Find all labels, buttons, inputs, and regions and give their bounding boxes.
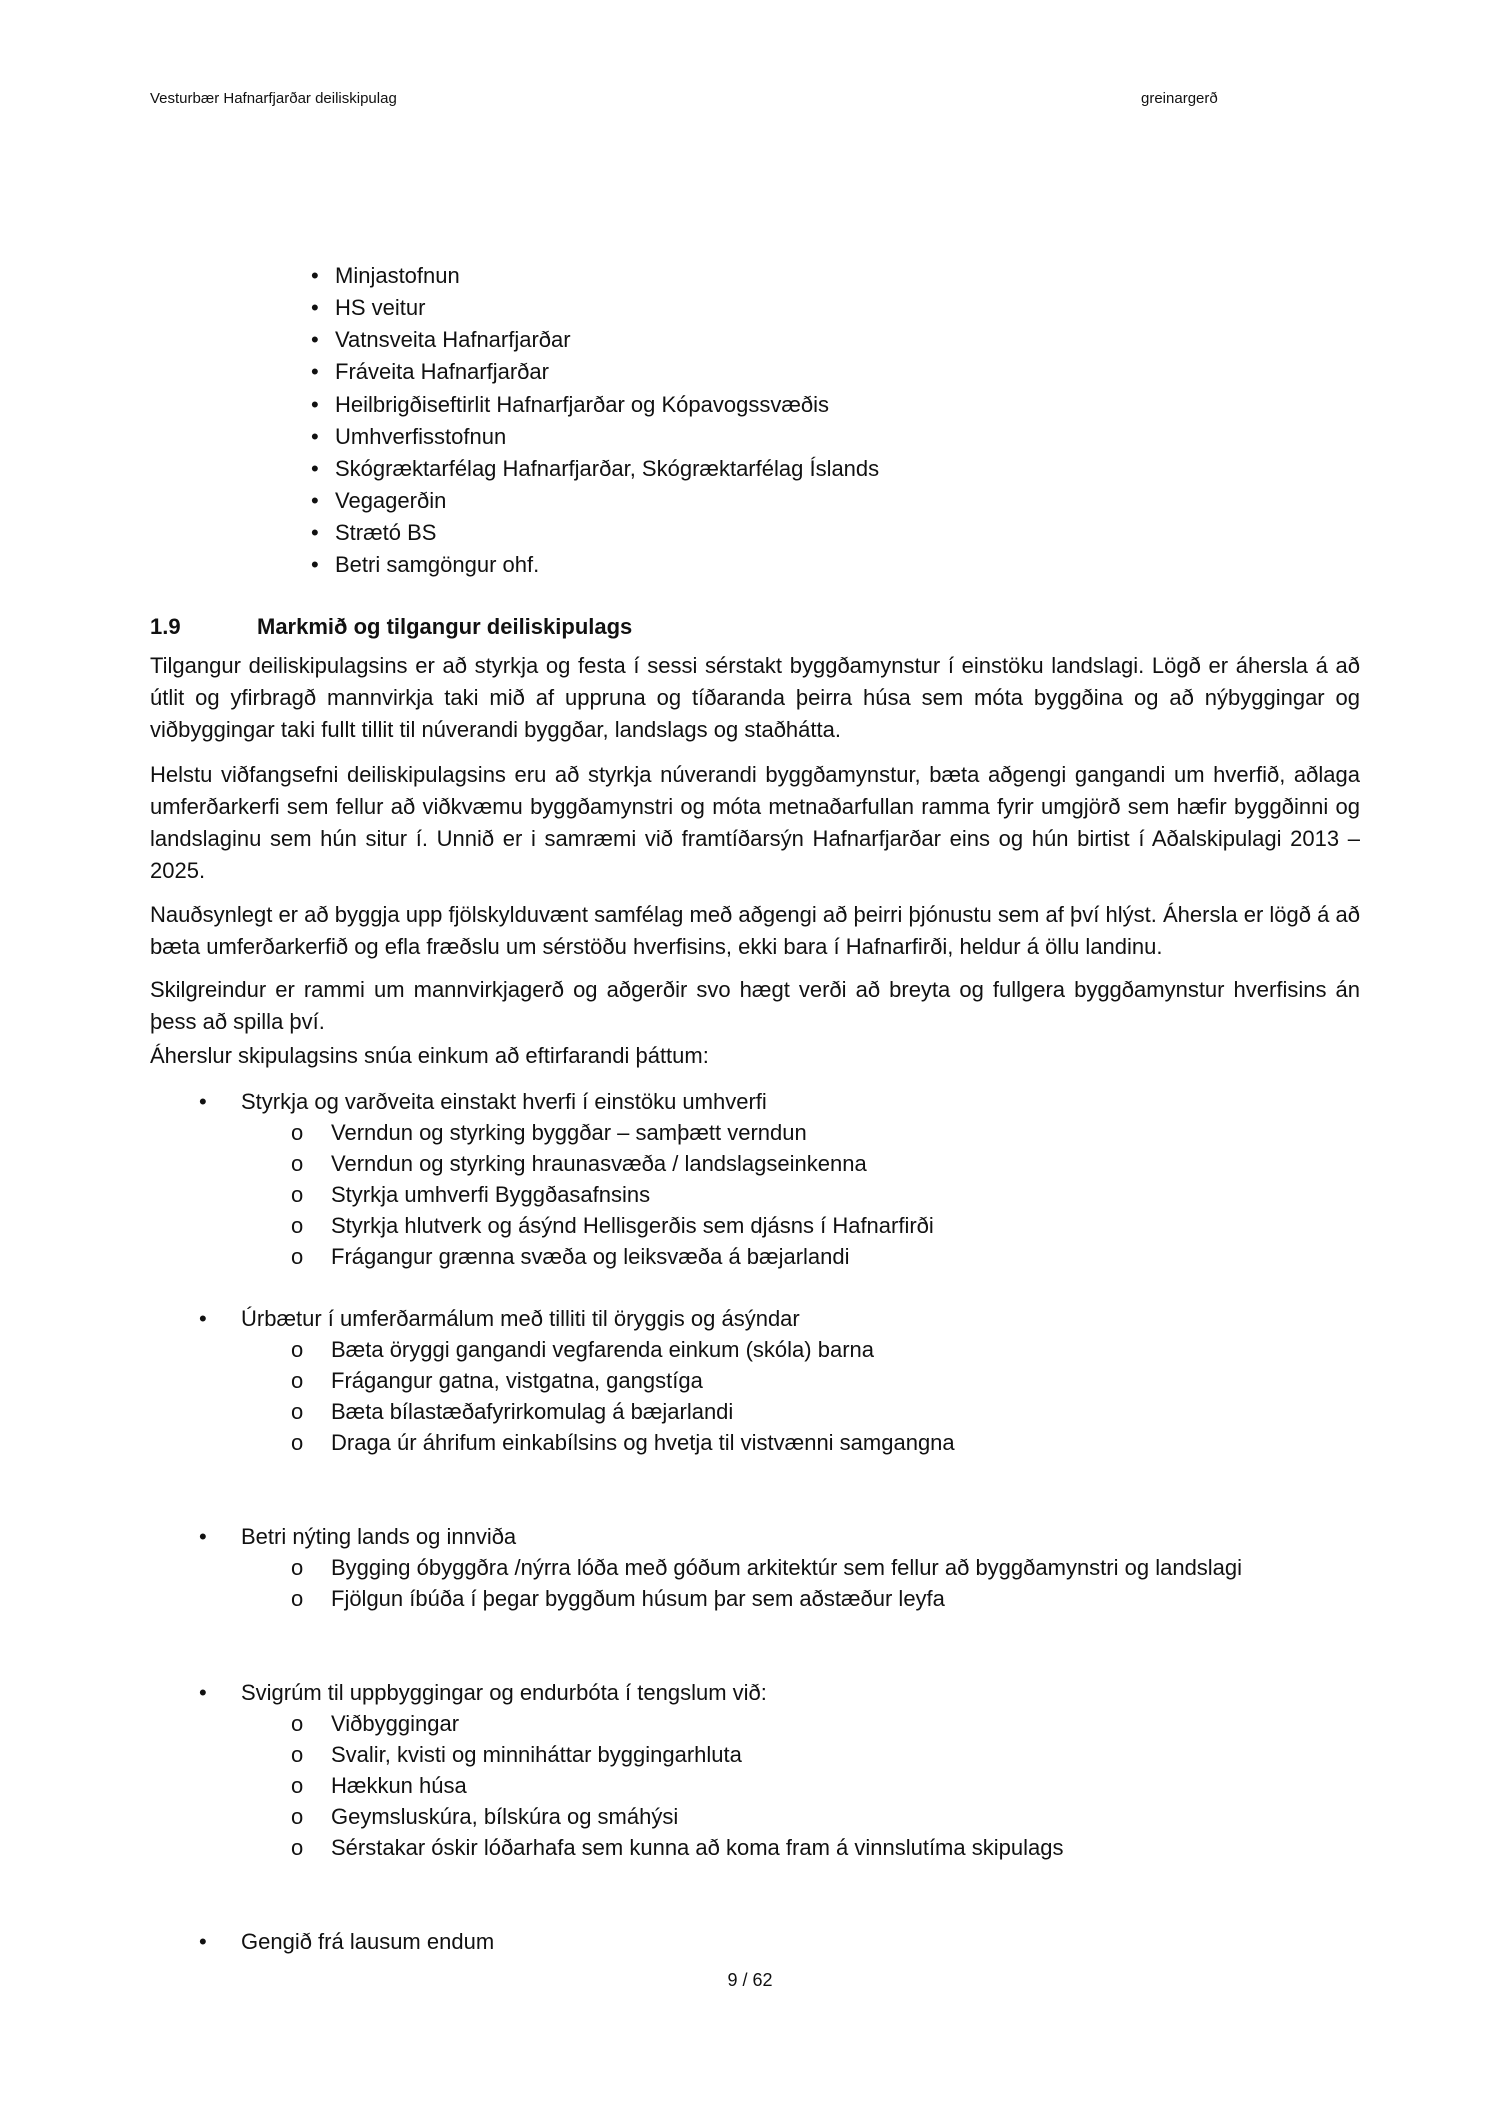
circle-bullet-icon: o bbox=[291, 1368, 304, 1393]
bullet-icon: • bbox=[199, 1524, 207, 1549]
paragraph: Nauðsynlegt er að byggja upp fjölskylduvænt samfélag með aðgengi að þeirri þjónustu sem af því hlýst. Áhersla er lögð á að bæta umferðarkerfið og efla fræðslu um sérstöðu hverfisins, ekki bara í Hafnarfirði, heldur á öllu landinu. bbox=[150, 902, 1360, 959]
page-number: 9 / 62 bbox=[727, 1970, 773, 1990]
bullet-icon: • bbox=[311, 263, 319, 288]
circle-bullet-icon: o bbox=[291, 1742, 304, 1767]
bullet-icon: • bbox=[311, 359, 319, 384]
bullet-icon: • bbox=[311, 327, 319, 352]
circle-bullet-icon: o bbox=[291, 1711, 304, 1736]
paragraph: Áherslur skipulagsins snúa einkum að eftirfarandi þáttum: bbox=[150, 1043, 709, 1068]
bullet-icon: • bbox=[311, 552, 319, 577]
circle-bullet-icon: o bbox=[291, 1244, 304, 1269]
circle-bullet-icon: o bbox=[291, 1773, 304, 1798]
circle-bullet-icon: o bbox=[291, 1835, 304, 1860]
bullet-icon: • bbox=[199, 1680, 207, 1705]
circle-bullet-icon: o bbox=[291, 1804, 304, 1829]
paragraph: Skilgreindur er rammi um mannvirkjagerð og aðgerðir svo hægt verði að breyta og fullgera byggðamynstur hverfisins án þess að spilla því. bbox=[150, 977, 1360, 1034]
bullet-icon: • bbox=[311, 295, 319, 320]
bullet-icon: • bbox=[311, 424, 319, 449]
paragraph: Helstu viðfangsefni deiliskipulagsins eru að styrkja núverandi byggðamynstur, bæta aðgengi gangandi um hverfið, aðlaga umferðarkerfi sem fellur að viðkvæmu byggðamynstri og móta metnaðarfullan ramma fyrir umgjörð sem hæfir byggðinni og landslaginu sem hún situr í. Unnið er i samræmi við framtíðarsýn Hafnarfjarðar eins og hún birtist í Aðalskipulagi 2013 – 2025. bbox=[150, 762, 1360, 883]
circle-bullet-icon: o bbox=[291, 1337, 304, 1362]
circle-bullet-icon: o bbox=[291, 1151, 304, 1176]
paragraph: Tilgangur deiliskipulagsins er að styrkja og festa í sessi sérstakt byggðamynstur í einstöku landslagi. Lögð er áhersla á að útlit og yfirbragð mannvirkja taki mið af uppruna og tíðaranda þeirra húsa sem móta byggðina og að nýbyggingar og viðbyggingar taki fullt tillit til núverandi byggðar, landslags og staðhátta. bbox=[150, 653, 1360, 742]
circle-bullet-icon: o bbox=[291, 1213, 304, 1238]
circle-bullet-icon: o bbox=[291, 1430, 304, 1455]
bullet-icon: • bbox=[199, 1306, 207, 1331]
bullet-icon: • bbox=[199, 1929, 207, 1954]
circle-bullet-icon: o bbox=[291, 1120, 304, 1145]
bullet-icon: • bbox=[311, 488, 319, 513]
circle-bullet-icon: o bbox=[291, 1182, 304, 1207]
bullet-icon: • bbox=[311, 456, 319, 481]
bullet-icon: • bbox=[311, 520, 319, 545]
section-number: 1.9 bbox=[150, 614, 181, 639]
section-title: Markmið og tilgangur deiliskipulags bbox=[257, 614, 633, 639]
running-header-title: Vesturbær Hafnarfjarðar deiliskipulag bbox=[150, 90, 397, 107]
bullet-icon: • bbox=[311, 392, 319, 417]
bullet-icon: • bbox=[199, 1089, 207, 1114]
circle-bullet-icon: o bbox=[291, 1555, 304, 1580]
circle-bullet-icon: o bbox=[291, 1399, 304, 1424]
circle-bullet-icon: o bbox=[291, 1586, 304, 1611]
running-header-section: greinargerð bbox=[1141, 90, 1218, 107]
